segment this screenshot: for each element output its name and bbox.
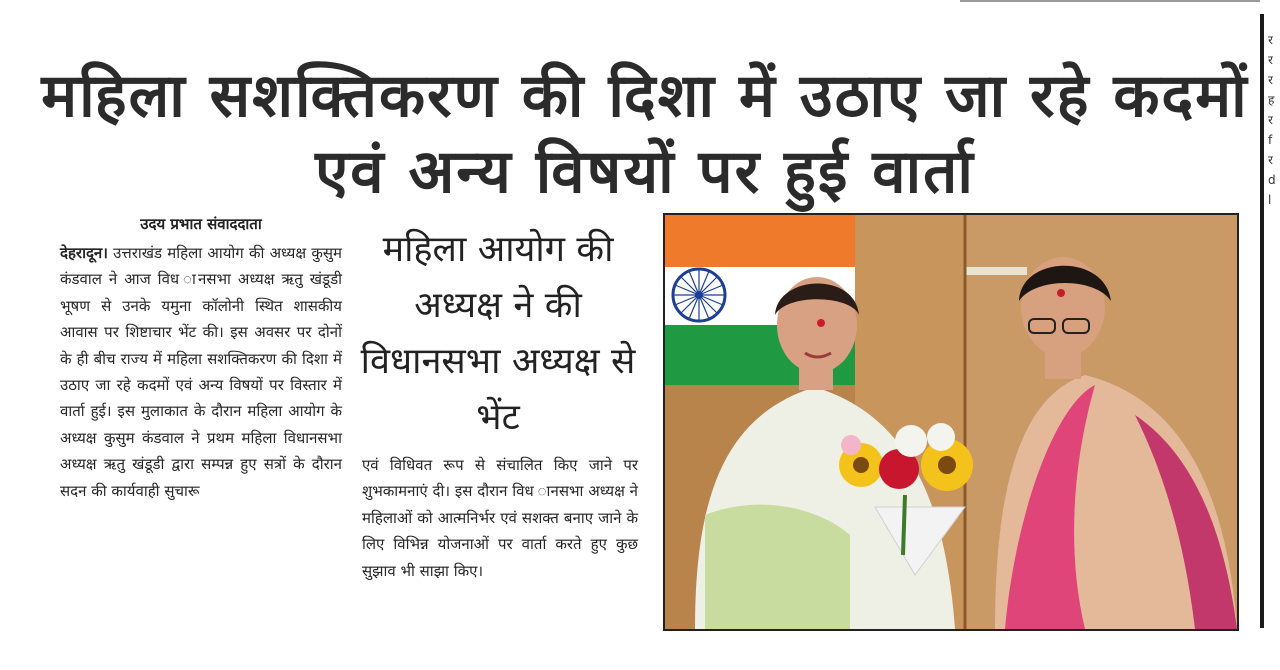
top-rule bbox=[960, 0, 1260, 2]
article-column-1 bbox=[60, 214, 342, 504]
adjacent-column-fragment bbox=[1268, 30, 1280, 630]
byline: उदय प्रभात संवाददाता bbox=[140, 215, 262, 233]
door-latch bbox=[965, 267, 1027, 275]
adjacent-glyph: र bbox=[1268, 53, 1273, 67]
adjacent-glyph: ह bbox=[1268, 93, 1275, 107]
column-2-text: एवं विधिवत रूप से संचालित किए जाने पर शुभकामनाएं दी। इस दौरान विध ानसभा अध्यक्ष ने महिलाओं को आत्मनिर्भर एवं सशक्त बनाए जाने के लिए विभिन्न योजनाओं पर वार्ता करते हुए कुछ सुझाव भी साझा किए। bbox=[362, 456, 638, 580]
news-photo bbox=[663, 213, 1239, 631]
column-1-text bbox=[60, 240, 342, 504]
adjacent-glyph: र bbox=[1268, 73, 1273, 87]
adjacent-glyph: f bbox=[1268, 133, 1273, 147]
dateline: देहरादून। bbox=[60, 244, 108, 262]
adjacent-glyph: d bbox=[1268, 173, 1276, 187]
adjacent-glyph: र bbox=[1268, 113, 1273, 127]
column-1-body: उत्तराखंड महिला आयोग की अध्यक्ष कुसुम कंडवाल ने आज विध ानसभा अध्यक्ष ऋतु खंडूडी भूषण से उनके यमुना कॉलोनी स्थित शासकीय आवास पर शिष्टाचार भेंट की। इस अवसर पर दोनों के ही बीच राज्य में महिला सशक्तिकरण की दिशा में उठाए जा रहे कदमों एवं अन्य विषयों पर विस्तार में वार्ता हुई। इस मुलाकात के दौरान महिला आयोग के अध्यक्ष कुसुम कंडवाल ने प्रथम महिला विधानसभा अध्यक्ष ऋतु खंडूडी द्वारा सम्पन्न हुए सत्रों के दौरान सदन की कार्यवाही सुचारू bbox=[60, 244, 342, 500]
article-column-2 bbox=[362, 452, 638, 584]
adjacent-glyph: र bbox=[1268, 153, 1273, 167]
adjacent-glyph: l bbox=[1268, 193, 1272, 207]
adjacent-glyph: र bbox=[1268, 33, 1273, 47]
subheading: महिला आयोग की अध्यक्ष ने की विधानसभा अध्यक्ष से भेंट bbox=[360, 229, 636, 438]
headline: महिला सशक्तिकरण की दिशा में उठाए जा रहे कदमों एवं अन्य विषयों पर हुई वार्ता bbox=[41, 61, 1249, 208]
photo-illustration bbox=[665, 215, 1237, 629]
column-divider bbox=[1260, 14, 1264, 628]
